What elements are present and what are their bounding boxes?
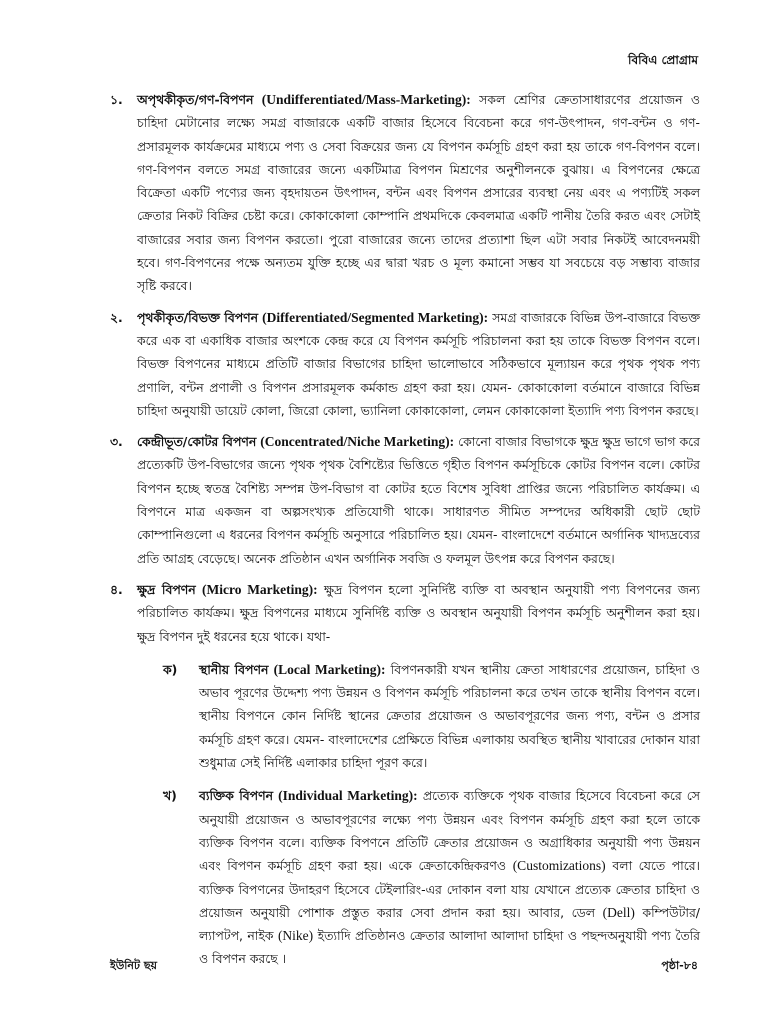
- section-number: ৩.: [110, 434, 123, 450]
- subsection-body-part: ইত্যাদি প্রতিষ্ঠানও ক্রেতার আলাদা আলাদা চাহিদা ও পছন্দঅনুযায়ী পণ্য তৈরি ও বিপণন করছে ।: [199, 928, 700, 967]
- section-title-en: (Micro Marketing):: [201, 581, 318, 597]
- subsection-title-en: (Local Marketing):: [273, 661, 386, 677]
- section-segmented-marketing: [110, 306, 700, 422]
- nike-term: (Nike): [277, 928, 314, 944]
- section-number: ২.: [110, 309, 123, 325]
- main-content: [110, 88, 700, 979]
- program-header: বিবিএ প্রোগ্রাম: [628, 53, 698, 67]
- section-mass-marketing: [110, 88, 700, 298]
- section-title-bn: ক্ষুদ্র বিপণন: [137, 581, 196, 597]
- section-body: সমগ্র বাজারকে বিভিন্ন উপ-বাজারে বিভক্ত করে এক বা একাধিক বাজার অংশকে কেন্দ্র করে যে বিপণন কর্মসূচি পরিচালনা করা হয় তাকে বিভক্ত বিপণন বলে। বিভক্ত বিপণনের মাধ্যমে প্রতিটি বাজার বিভাগের চাহিদা ভালোভাবে সঠিকভাবে মূল্যায়ন করে পৃথক পৃথক পণ্য প্রণালি, বন্টন প্রণালী ও বিপণন প্রসারমূলক কর্মকান্ড গ্রহণ করা হয়। যেমন- কোকাকোলা বর্তমানে বাজারে বিভিন্ন চাহিদা অনুযায়ী ডায়েট কোলা, জিরো কোলা, ভ্যানিলা কোকাকোলা, লেমন কোকাকোলা ইত্যাদি পণ্য বিপণন করছে।: [137, 309, 700, 418]
- section-title-bn: পৃথকীকৃত/বিভক্ত বিপণন: [137, 309, 259, 325]
- subsection-local-marketing: [163, 658, 700, 774]
- subsection-body: বিপণনকারী যখন স্থানীয় ক্রেতা সাধারণের প্রয়োজন, চাহিদা ও অভাব পূরণের উদ্দেশ্য পণ্য উন্নয়ন ও বিপণন কর্মসূচি পরিচালনা করে তখন তাকে স্থানীয় বিপণন বলে। স্থানীয় বিপণনে কোন নির্দিষ্ট স্থানের ক্রেতার প্রয়োজন ও অভাবপূরণের জন্য পণ্য, বন্টন ও প্রসার কর্মসূচি গ্রহণ করে। যেমন- বাংলাদেশের প্রেক্ষিতে বিভিন্ন এলাকায় অবস্থিত স্থানীয় খাবারের দোকান যারা শুধুমাত্র সেই নির্দিষ্ট এলাকার চাহিদা পূরণ করে।: [199, 661, 700, 771]
- subsection-marker: ক): [163, 661, 178, 677]
- section-number: ১.: [110, 92, 123, 107]
- subsection-individual-marketing: [163, 784, 700, 970]
- subsection-title-bn: ব্যক্তিক বিপণন: [199, 788, 273, 804]
- section-title-en: (Concentrated/Niche Marketing):: [260, 434, 455, 450]
- section-niche-marketing: [110, 430, 700, 570]
- section-title-en: (Undifferentiated/Mass-Marketing):: [261, 92, 471, 107]
- footer-unit: ইউনিট ছয়: [110, 959, 157, 972]
- subsection-body-part: বলা যেতে পারে। ব্যক্তিক বিপণনের উদাহরণ হিসেবে টেইলারিং-এর দোকান বলা যায় যেখানে প্রত্যেক ক্রেতার চাহিদা ও প্রয়োজন অনুযায়ী পোশাক প্রস্তুত করার সেবা প্রদান করা হয়। আবার, ডেল: [199, 858, 700, 920]
- section-title-bn: অপৃথকীকৃত/গণ-বিপণন: [137, 92, 254, 107]
- dell-term: (Dell): [602, 904, 635, 920]
- section-title-bn: কেন্দ্রীভূত/কোটর বিপণন: [137, 434, 257, 450]
- subsection-body-part: প্রত্যেক ব্যক্তিকে পৃথক বাজার হিসেবে বিবেচনা করে সে অনুযায়ী প্রয়োজন ও অভাবপূরণের লক্ষ্যে পণ্য উন্নয়ন এবং বিপণন কর্মসূচি গ্রহণ করা হলে তাকে ব্যক্তিক বিপণন বলে। ব্যক্তিক বিপণনে প্রতিটি ক্রেতার প্রয়োজন ও অগ্রাধিকার অনুযায়ী পণ্য উন্নয়ন এবং বিপণন কর্মসূচি গ্রহণ করা হয়। একে ক্রেতাকেন্দ্রিকরণও: [199, 788, 700, 874]
- subsection-title-en: (Individual Marketing):: [278, 788, 418, 804]
- section-number: ৪.: [110, 581, 123, 597]
- customizations-term: (Customizations): [512, 858, 606, 874]
- subsection-marker: খ): [163, 788, 177, 804]
- section-micro-marketing: [110, 578, 700, 971]
- subsection-body-part: কম্পিউটার/ল্যাপটপ, নাইক: [199, 904, 700, 944]
- section-body: কোনো বাজার বিভাগকে ক্ষুদ্র ক্ষুদ্র ভাগে ভাগ করে প্রত্যেকটি উপ-বিভাগের জন্যে পৃথক পৃথক বৈশিষ্ট্যের ভিত্তিতে গৃহীত বিপণন কর্মসূচিকে কোটর বিপণন বলে। কোটর বিপণন হচ্ছে স্বতন্ত্র বৈশিষ্ট্য সম্পন্ন উপ-বিভাগ বা কোটর হতে বিশেষ সুবিধা প্রাপ্তির জন্যে পরিচালিত কার্যক্রম। এ বিপণনে মাত্র একজন বা অল্পসংখ্যক প্রতিযোগী থাকে। সাধারণত সীমিত সম্পদের অধিকারী ছোট ছোট কোম্পানিগুলো এ ধরনের বিপণন কর্মসূচি অনুসারে পরিচালিত হয়। যেমন- বাংলাদেশে বর্তমানে অর্গানিক খাদ্যদ্রব্যের প্রতি আগ্রহ বেড়েছে। অনেক প্রতিষ্ঠান এখন অর্গানিক সবজি ও ফলমূল উৎপন্ন করে বিপণন করছে।: [137, 434, 700, 566]
- subsection-title-bn: স্থানীয় বিপণন: [199, 661, 269, 677]
- footer-page-number: পৃষ্ঠা-৮৪: [661, 959, 698, 972]
- section-body: ক্ষুদ্র বিপণন হলো সুনির্দিষ্ট ব্যক্তি বা অবস্থান অনুযায়ী পণ্য বিপণনের জন্য পরিচালিত কার্যক্রম। ক্ষুদ্র বিপণনের মাধ্যমে সুনির্দিষ্ট ব্যক্তি ও অবস্থান অনুযায়ী বিপণন কর্মসূচি অনুশীলন করা হয়। ক্ষুদ্র বিপণন দুই ধরনের হয়ে থাকে। যথা-: [137, 581, 700, 644]
- section-title-en: (Differentiated/Segmented Marketing):: [262, 309, 489, 325]
- section-body: সকল শ্রেণির ক্রেতাসাধারণের প্রয়োজন ও চাহিদা মেটানোর লক্ষ্যে সমগ্র বাজারকে একটি বাজার হিসেবে বিবেচনা করে গণ-উৎপাদন, গণ-বন্টন ও গণ-প্রসারমূলক কার্যক্রমের মাধ্যমে পণ্য ও সেবা বিক্রয়ের জন্য যে বিপণন কর্মসূচি গ্রহণ করা হয় তাকে গণ-বিপণন বলে। গণ-বিপণন বলতে সমগ্র বাজারের জন্যে একটিমাত্র বিপণন মিশ্রণের অনুশীলনকে বুঝায়। এ বিপণনের ক্ষেত্রে বিক্রেতা একটি পণ্যের জন্য বৃহদায়তন উৎপাদন, বন্টন এবং বিপণন প্রসারের ব্যবস্থা নেয় এবং এ পণ্যটিই সকল ক্রেতার নিকট বিক্রির চেষ্টা করে। কোকাকোলা কোম্পানি প্রথমদিকে কেবলমাত্র একটি পানীয় তৈরি করত এবং সেটাই বাজারের সবার জন্য বিপণন করতো। পুরো বাজারের জন্যে তাদের প্রত্যাশা ছিল এটা সবার নিকটই আবেদনময়ী হবে। গণ-বিপণনের পক্ষে অন্যতম যুক্তি হচ্ছে এর দ্বারা খরচ ও মূল্য কমানো সম্ভব যা সবচেয়ে বড় সম্ভাব্য বাজার সৃষ্টি করবে।: [137, 92, 700, 294]
